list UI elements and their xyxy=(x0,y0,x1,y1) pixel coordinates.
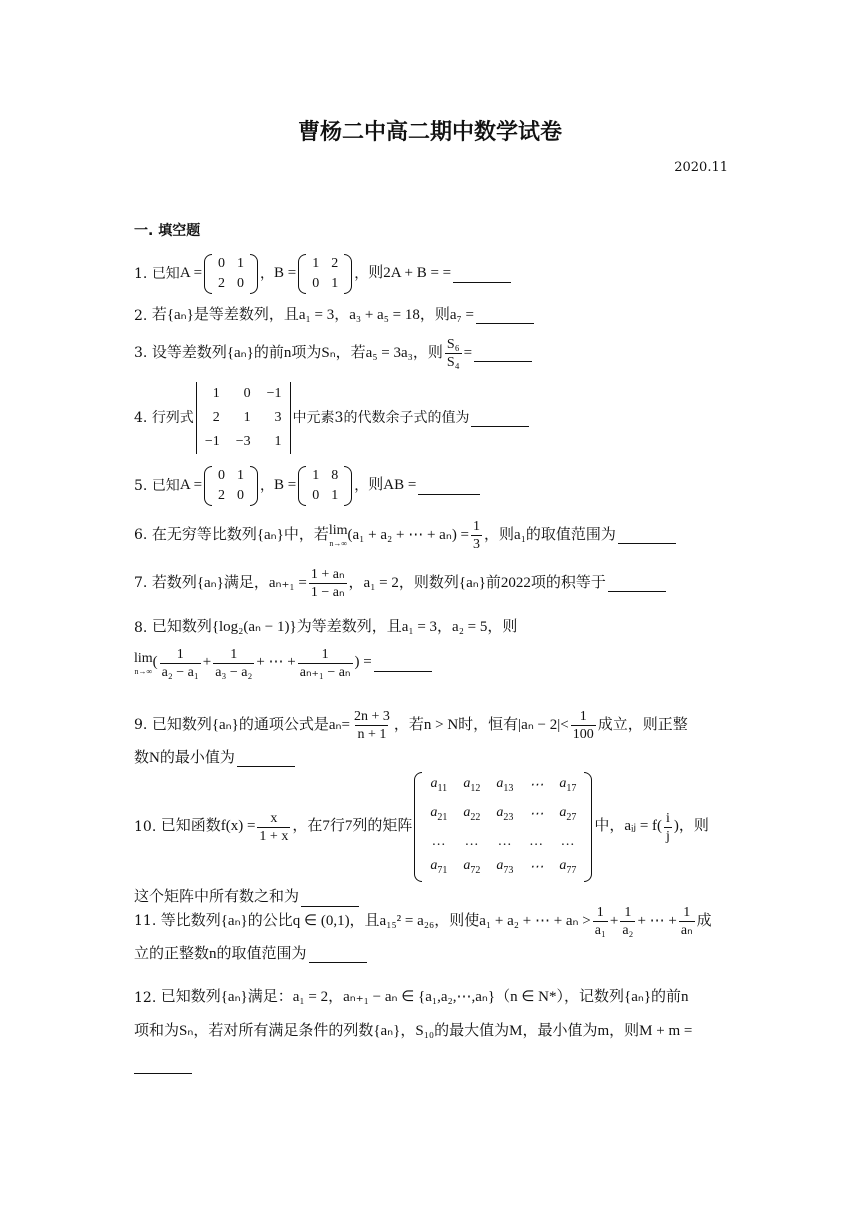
matrix-cell: $a_{73}$ xyxy=(496,857,514,876)
fraction: $\frac{i}{j}$ xyxy=(666,810,670,844)
matrix-b xyxy=(298,466,352,506)
answer-blank-4[interactable] xyxy=(471,410,529,427)
matrix-cell: $a_{12}$ xyxy=(463,776,481,794)
matrix-cell: 2 xyxy=(218,488,226,503)
matrix-a xyxy=(204,466,258,506)
limit: lim n→∞ xyxy=(134,650,153,676)
question-12: 12. 已知数列{aₙ}满足：a₁ = 2，aₙ₊₁ − aₙ ∈ {a₁,a₂,⋯,aₙ}（n ∈ N*），记数列{aₙ}的前n 项和为Sₙ，若对所有满足条件的列数{aₙ}，S₁₀的最大值为M，最小值为m，则M + m = xyxy=(134,988,728,1074)
matrix-cell: $a_{27}$ xyxy=(559,804,577,823)
right-paren xyxy=(250,466,258,506)
left-paren xyxy=(298,254,306,294)
answer-blank-8[interactable] xyxy=(374,655,432,672)
matrix-cell: 3 xyxy=(274,410,282,425)
matrix-cell: 1 xyxy=(243,410,251,425)
matrix-cell: … xyxy=(561,833,575,849)
fraction: $\frac{1}{\text{a₂ − a₁}}$ xyxy=(161,646,199,680)
matrix-cell: 8 xyxy=(331,468,339,483)
fraction: $\frac{1}{\text{aₙ}}$ xyxy=(680,905,693,938)
matrix-cell: 1 xyxy=(212,386,220,401)
matrix-cell: 1 xyxy=(237,468,245,483)
determinant xyxy=(196,382,291,454)
exam-date: 2020.11 xyxy=(674,160,728,175)
answer-blank-3[interactable] xyxy=(474,345,532,362)
matrix-a xyxy=(204,254,258,294)
fraction: $\frac{1}{\text{a₁}}$ xyxy=(594,905,606,938)
matrix-cell: $a_{21}$ xyxy=(430,804,448,823)
fraction: $\frac{1}{\text{a₂}}$ xyxy=(622,905,634,938)
question-4: 4. 行列式 1 0 −1 2 1 3 −1 −3 1 中元素3的代数余子式的值为 xyxy=(134,382,728,454)
right-paren xyxy=(250,254,258,294)
matrix-cell: 1 xyxy=(274,434,282,449)
fraction: $\frac{1}{3}$ xyxy=(473,519,481,552)
matrix-cell: … xyxy=(498,833,512,849)
question-1: 1. 已知 A = 0 1 2 0 ， B = 1 2 0 1 ， 则2A + B = = xyxy=(134,254,728,294)
question-9: 9. 已知数列{aₙ}的通项公式是aₙ= $\frac{2n + 3}{n + 1}$ ，若n > N时，恒有|aₙ − 2|< $\frac{1}{100}$ 成立，则正整 数N的最小值为 xyxy=(134,709,688,766)
question-6: 6. 在无穷等比数列{aₙ}中，若 lim n→∞ (a₁ + a₂ + ⋯ + aₙ) = $\frac{1}{3}$ ，则a₁的取值范围为 xyxy=(134,518,728,553)
fraction: $\frac{1}{100}$ xyxy=(572,709,594,742)
matrix-cell: 0 xyxy=(312,488,320,503)
matrix-cell: … xyxy=(465,833,479,849)
matrix-cell: 0 xyxy=(218,468,226,483)
answer-blank-11[interactable] xyxy=(309,946,367,963)
answer-blank-9[interactable] xyxy=(237,750,295,767)
answer-blank-2[interactable] xyxy=(476,307,534,324)
matrix-cell: 2 xyxy=(212,410,220,425)
left-paren xyxy=(204,466,212,506)
matrix-cell: … xyxy=(530,833,543,849)
matrix-cell: 1 xyxy=(312,256,320,271)
question-8: 8. 已知数列{log₂(aₙ − 1)}为等差数列，且a₁ = 3，a₂ = 5，则 lim n→∞ ( $\frac{1}{\text{a₂ − a₁}}$ + $\frac{1}{\text{a₃ − a₂}}$ + ⋯ + $\frac{1}{\text{aₙ₊₁ − aₙ}}$ ) = xyxy=(134,619,518,680)
right-paren xyxy=(344,466,352,506)
matrix-cell: 2 xyxy=(331,256,339,271)
right-paren xyxy=(584,772,592,882)
matrix-cell: $a_{13}$ xyxy=(496,776,514,794)
question-2: 2. 若{aₙ}是等差数列，且a₁ = 3，a₃ + a₅ = 18，则a₇ = xyxy=(134,306,728,326)
question-7: 7. 若数列{aₙ}满足，aₙ₊₁ = $\frac{\text{1 + aₙ}}{\text{1 − aₙ}}$ ，a₁ = 2，则数列{aₙ}前2022项的积等于 xyxy=(134,566,728,601)
answer-blank-12[interactable] xyxy=(134,1057,192,1074)
matrix-cell: $a_{23}$ xyxy=(496,804,514,823)
question-10: 10. 已知函数f(x) = $\frac{x}{1 + x}$ ，在7行7列的矩阵 $a_{11}$ $a_{12}$ $a_{13}$ ⋯ $a_{17}$ $a_{21}$ $a_{22}$ $a_{23}$ ⋯ $a_{27}$ … … … … … $a_{71}$ $a_{72}$ $a_{73}$ ⋯ $a_{77}$ 中，aᵢⱼ = f( $\frac{i}{j}$ )，则 这个矩阵中所有数之和为 xyxy=(134,772,728,908)
fraction: $\frac{1}{\text{aₙ₊₁ − aₙ}}$ xyxy=(299,646,351,680)
matrix-cell: −1 xyxy=(266,386,282,401)
question-5: 5. 已知 A = 0 1 2 0 ， B = 1 8 0 1 ， 则AB = xyxy=(134,466,728,506)
matrix-cell: 0 xyxy=(237,488,245,503)
left-paren xyxy=(298,466,306,506)
matrix-cell: 1 xyxy=(312,468,320,483)
matrix-cell: … xyxy=(432,833,446,849)
matrix-cell: ⋯ xyxy=(529,859,544,875)
matrix-cell: $a_{11}$ xyxy=(430,776,448,794)
matrix-cell: $a_{17}$ xyxy=(559,776,577,794)
matrix-cell: 0 xyxy=(243,386,251,401)
fraction: $\frac{\text{S₆}}{\text{S₄}}$ xyxy=(446,337,460,370)
matrix-cell: $a_{22}$ xyxy=(463,804,481,823)
matrix-cell: 0 xyxy=(218,256,226,271)
left-paren xyxy=(414,772,422,882)
matrix-cell: 1 xyxy=(331,488,339,503)
fraction: $\frac{1}{\text{a₃ − a₂}}$ xyxy=(215,646,253,680)
matrix-cell: 1 xyxy=(237,256,245,271)
matrix-cell: ⋯ xyxy=(529,807,544,823)
matrix-cell: 0 xyxy=(237,276,245,291)
answer-blank-6[interactable] xyxy=(618,527,676,544)
matrix-cell: $a_{72}$ xyxy=(463,857,481,876)
fraction: $\frac{\text{1 + aₙ}}{\text{1 − aₙ}}$ xyxy=(310,567,345,600)
limit: lim n→∞ xyxy=(328,523,348,548)
answer-blank-7[interactable] xyxy=(608,575,666,592)
section-title: 一. 填空题 xyxy=(134,223,201,239)
matrix-cell: ⋯ xyxy=(529,778,544,794)
question-11: 11. 等比数列{aₙ}的公比q ∈ (0,1)，且a₁₅² = a₂₆，则使a₁ + a₂ + ⋯ + aₙ > $\frac{1}{\text{a₁}}$ + $\frac{1}{\text{a₂}}$ + ⋯ + $\frac{1}{\text{aₙ}}$ 成 立的正整数n的取值范围为 xyxy=(134,905,712,962)
matrix-cell: −1 xyxy=(204,434,220,449)
matrix-cell: −3 xyxy=(235,434,251,449)
page-title: 曹杨二中高二期中数学试卷 xyxy=(297,120,562,145)
matrix-cell: 1 xyxy=(331,276,339,291)
fraction: $\frac{2n + 3}{n + 1}$ xyxy=(353,709,390,742)
question-3: 3. 设等差数列{aₙ}的前n项为Sₙ，若a₅ = 3a₃，则 $\frac{\text{S₆}}{\text{S₄}}$ = xyxy=(134,336,728,371)
matrix-cell: 2 xyxy=(218,276,226,291)
matrix-cell: $a_{77}$ xyxy=(559,857,577,876)
matrix-cell: $a_{71}$ xyxy=(430,857,448,876)
right-paren xyxy=(344,254,352,294)
matrix-b xyxy=(298,254,352,294)
answer-blank-5[interactable] xyxy=(418,478,480,495)
answer-blank-1[interactable] xyxy=(453,266,511,283)
matrix-cell: 0 xyxy=(312,276,320,291)
fraction: $\frac{x}{1 + x}$ xyxy=(259,810,289,844)
matrix-7x7 xyxy=(414,772,592,882)
left-paren xyxy=(204,254,212,294)
